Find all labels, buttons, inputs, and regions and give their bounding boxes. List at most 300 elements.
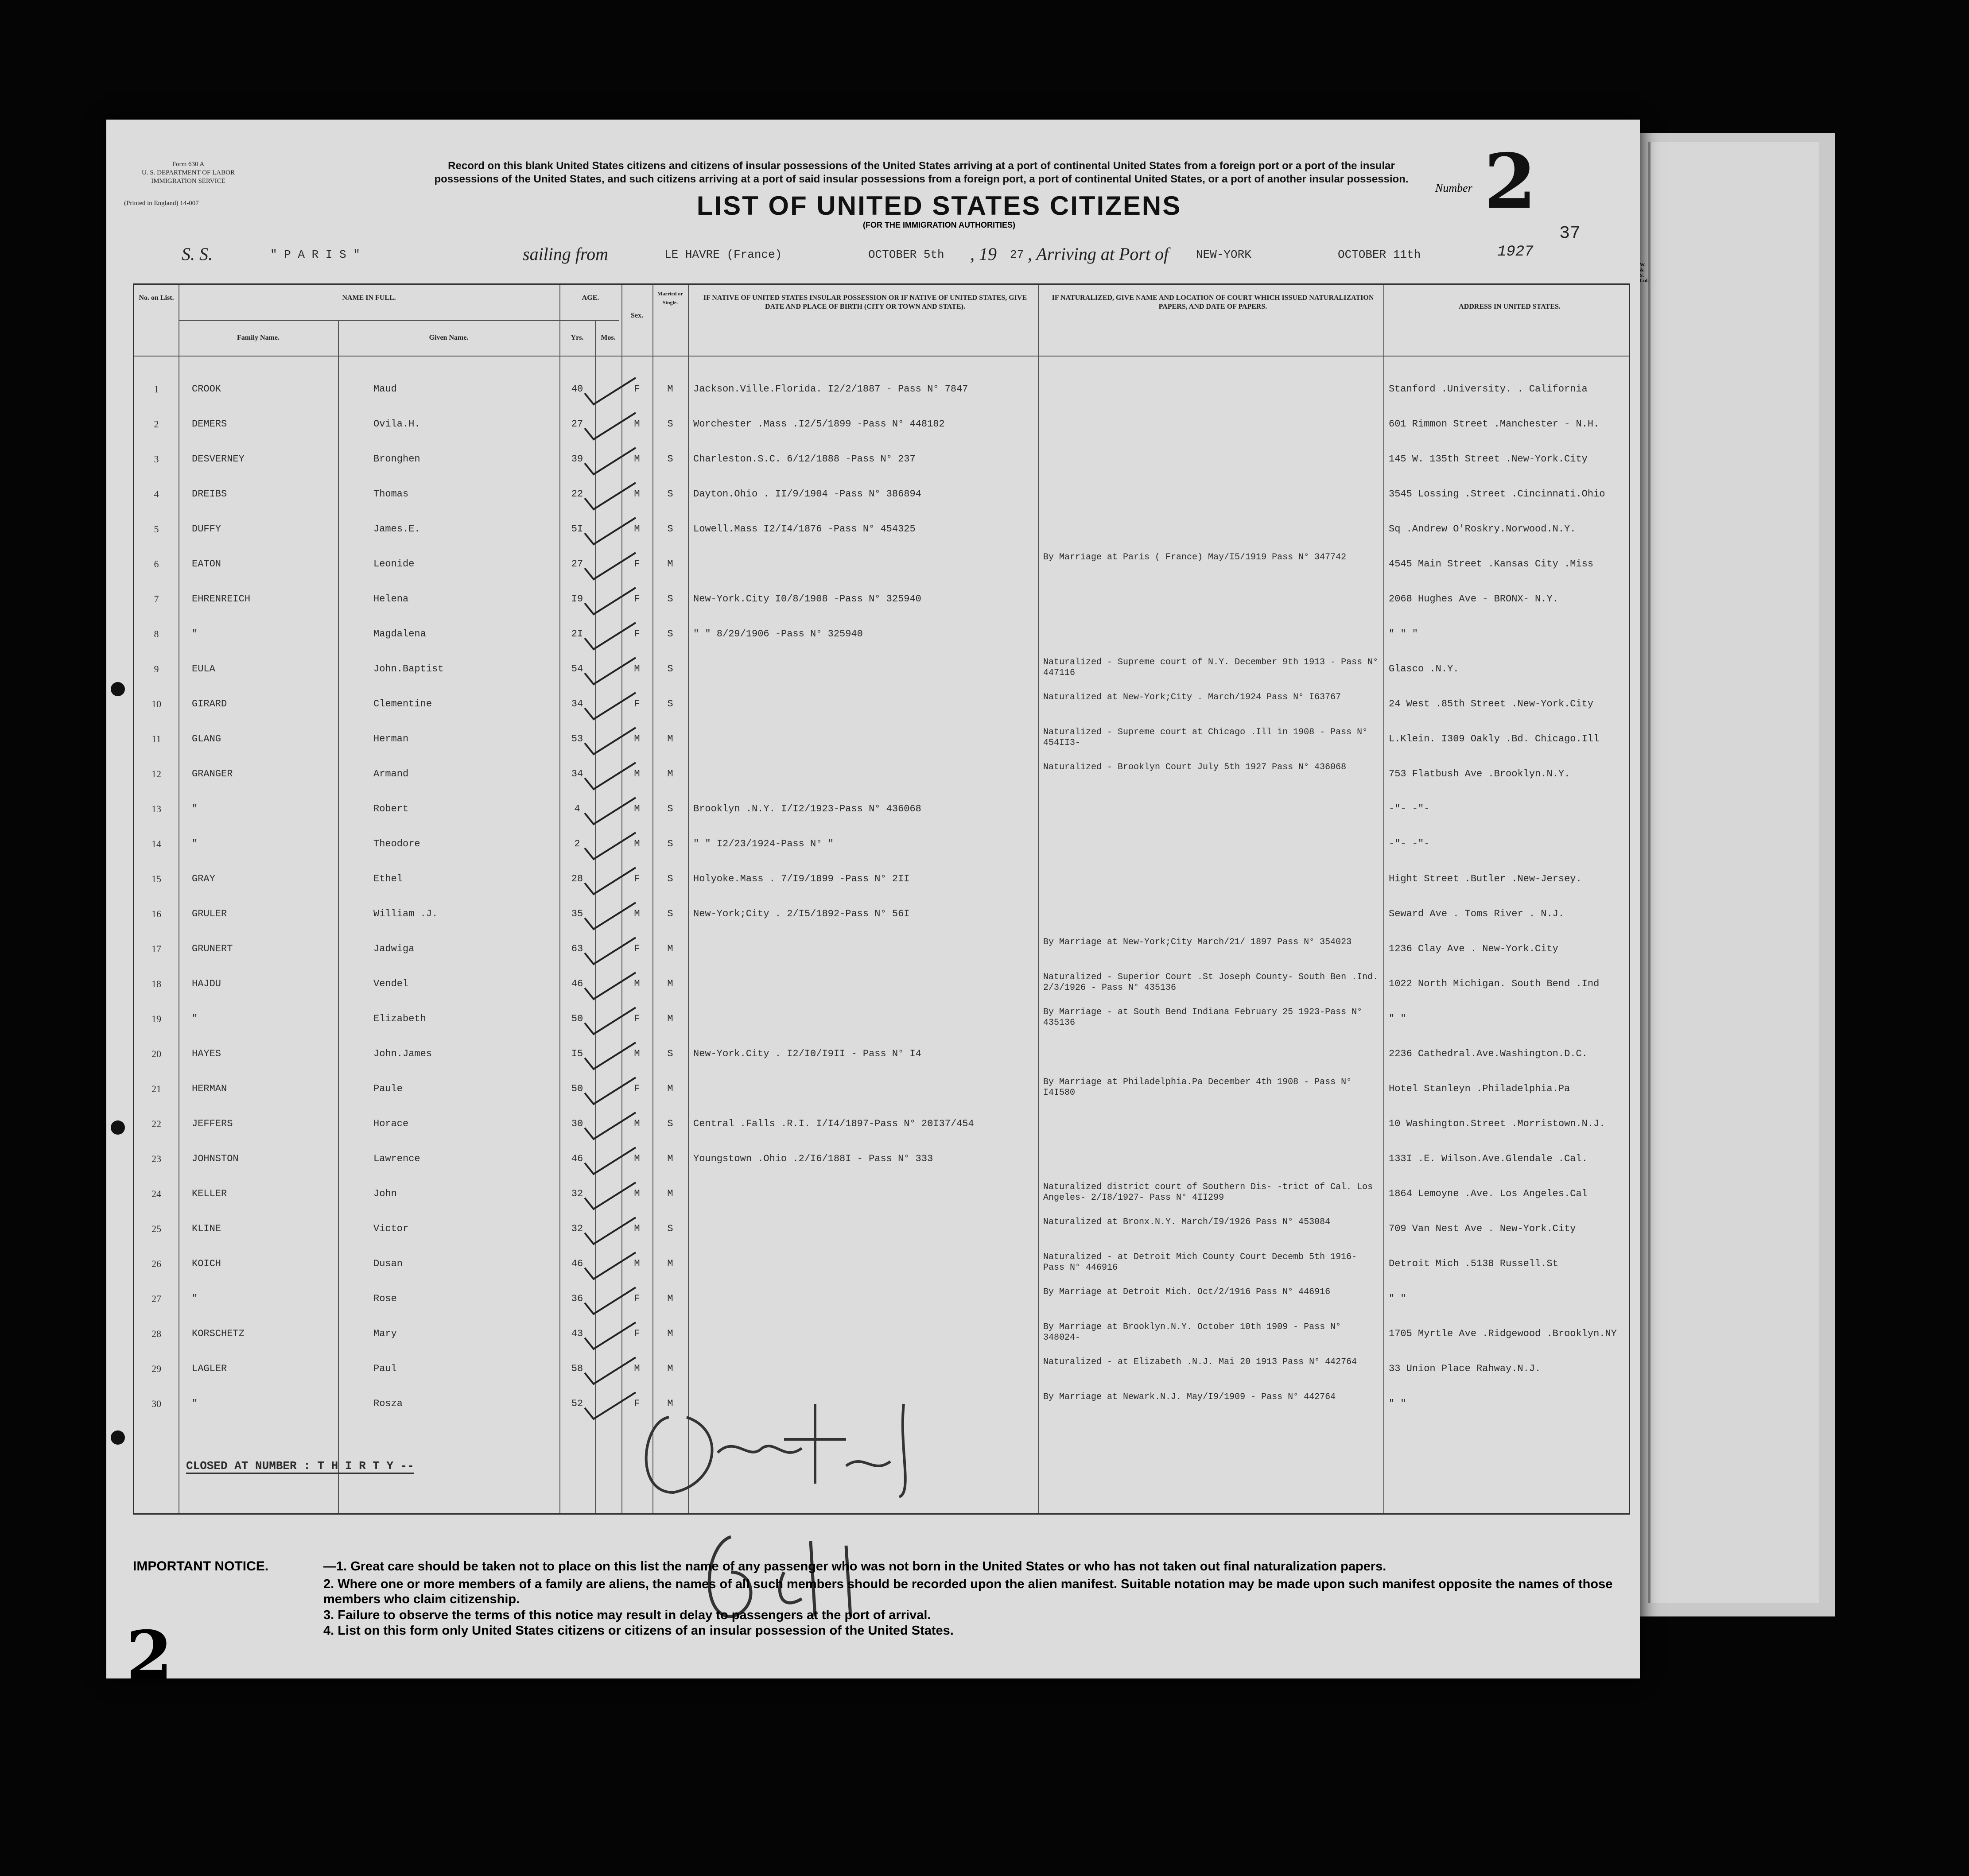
notice-item-4: 4. List on this form only United States citizens or citizens of an insular possession of the United States.: [323, 1624, 954, 1638]
sex: M: [634, 838, 640, 849]
naturalization-info: By Marriage at Paris ( France) May/I5/1919 Pass N° 347742: [1043, 552, 1347, 562]
marital-status: M: [667, 1363, 673, 1374]
check-mark-icon: [583, 970, 640, 1001]
birth-info: Youngstown .Ohio .2/I6/188I - Pass N° 333: [693, 1153, 933, 1164]
sex: M: [634, 768, 640, 779]
family-name: GIRARD: [192, 698, 227, 709]
check-mark-icon: [583, 1040, 640, 1071]
sex: M: [634, 419, 640, 430]
given-name: Herman: [373, 733, 409, 744]
check-mark-icon: [583, 900, 640, 931]
age: 27: [571, 419, 583, 430]
address: 2236 Cathedral.Ave.Washington.D.C.: [1389, 1048, 1588, 1059]
address: Seward Ave . Toms River . N.J.: [1389, 908, 1565, 919]
list-number: 2: [1484, 137, 1537, 226]
address: Hotel Stanleyn .Philadelphia.Pa: [1389, 1083, 1570, 1094]
marital-status: M: [667, 1328, 673, 1339]
address: 10 Washington.Street .Morristown.N.J.: [1389, 1118, 1605, 1129]
row-number: 3: [154, 453, 159, 465]
age: 50: [571, 1013, 583, 1024]
birth-info: Holyoke.Mass . 7/I9/1899 -Pass N° 2II: [693, 873, 910, 884]
col-yrs: Yrs.: [571, 334, 584, 341]
col-name-in-full: NAME IN FULL.: [342, 294, 396, 302]
table-row: [134, 1115, 1631, 1150]
age: 28: [571, 873, 583, 884]
row-number: 9: [154, 663, 159, 674]
sex: F: [634, 593, 640, 605]
naturalization-info: Naturalized - Supreme court of N.Y. December 9th 1913 - Pass N° 447116: [1043, 657, 1379, 678]
naturalization-info: By Marriage - at South Bend Indiana February 25 1923-Pass N° 435136: [1043, 1007, 1363, 1028]
sex: F: [634, 628, 640, 640]
given-name: Theodore: [373, 838, 420, 849]
ss-label: S. S.: [182, 244, 213, 264]
address: 24 West .85th Street .New-York.City: [1389, 698, 1594, 709]
handwritten-number: 37: [1559, 224, 1581, 244]
age: 46: [571, 1153, 583, 1164]
sex: M: [634, 453, 640, 465]
address: " ": [1389, 1398, 1406, 1409]
given-name: Dusan: [373, 1258, 403, 1269]
col-address: ADDRESS IN UNITED STATES.: [1459, 303, 1561, 310]
check-mark-icon: [583, 550, 640, 581]
naturalization-info: By Marriage at New-York;City March/21/ 1897 Pass N° 354023: [1043, 937, 1352, 947]
check-mark-icon: [583, 585, 640, 616]
age: 30: [571, 1118, 583, 1129]
address: 753 Flatbush Ave .Brooklyn.N.Y.: [1389, 768, 1570, 779]
address: " " ": [1389, 628, 1418, 640]
table-row: [134, 590, 1631, 625]
sex: F: [634, 1328, 640, 1339]
col-birth: IF NATIVE OF UNITED STATES INSULAR POSSESSION OR IF NATIVE OF UNITED STATES, GIVE DATE AND PLACE OF BIRTH (CITY OR TOWN AND STATE).: [703, 294, 1027, 310]
row-number: 28: [151, 1328, 161, 1339]
family-name: DEMERS: [192, 419, 227, 430]
row-number: 20: [151, 1048, 161, 1059]
binder-hole: [111, 1120, 125, 1135]
check-mark-icon: [583, 1285, 640, 1316]
marital-status: S: [667, 908, 673, 919]
age: 54: [571, 663, 583, 674]
marital-status: S: [667, 488, 673, 500]
arrival-date: OCTOBER 11th: [1338, 248, 1421, 261]
given-name: Lawrence: [373, 1153, 420, 1164]
birth-info: New-York.City . I2/I0/I9II - Pass N° I4: [693, 1048, 921, 1059]
sex: M: [634, 733, 640, 744]
family-name: GRAY: [192, 873, 215, 884]
age: 34: [571, 698, 583, 709]
bottom-list-number: 2: [126, 1616, 173, 1694]
notice-item-3: 3. Failure to observe the terms of this notice may result in delay to passengers at the port of arrival.: [323, 1608, 931, 1622]
birth-info: New-York;City . 2/I5/1892-Pass N° 56I: [693, 908, 910, 919]
check-mark-icon: [583, 1005, 640, 1036]
family-name: ": [192, 1398, 198, 1409]
naturalization-info: By Marriage at Newark.N.J. May/I9/1909 - Pass N° 442764: [1043, 1392, 1336, 1402]
address: Sq .Andrew O'Roskry.Norwood.N.Y.: [1389, 523, 1576, 535]
family-name: ": [192, 1013, 198, 1024]
marital-status: S: [667, 523, 673, 535]
naturalization-info: By Marriage at Philadelphia.Pa December 4th 1908 - Pass N° I4I580: [1043, 1077, 1352, 1098]
row-number: 2: [154, 419, 159, 430]
family-name: LAGLER: [192, 1363, 227, 1374]
address: Hight Street .Butler .New-Jersey.: [1389, 873, 1582, 884]
family-name: DESVERNEY: [192, 453, 245, 465]
sex: M: [634, 1258, 640, 1269]
col-sex: Sex.: [631, 312, 643, 319]
table-row: [134, 972, 1631, 1010]
check-mark-icon: [583, 690, 640, 721]
age: 63: [571, 943, 583, 954]
age: 39: [571, 453, 583, 465]
sex: M: [634, 803, 640, 814]
age: 35: [571, 908, 583, 919]
passenger-table: [133, 283, 1630, 1515]
check-mark-icon: [583, 935, 640, 966]
sex: F: [634, 1013, 640, 1024]
row-number: 4: [154, 488, 159, 500]
check-mark-icon: [583, 1320, 640, 1351]
row-number: 30: [151, 1398, 161, 1409]
family-name: EULA: [192, 663, 215, 674]
age: 4: [574, 803, 580, 814]
age: 46: [571, 1258, 583, 1269]
naturalization-info: By Marriage at Detroit Mich. Oct/2/1916 Pass N° 446916: [1043, 1287, 1331, 1297]
age: 5I: [571, 523, 583, 535]
table-row: [134, 1252, 1631, 1290]
given-name: Leonide: [373, 558, 415, 570]
row-number: 7: [154, 593, 159, 605]
given-name: Thomas: [373, 488, 409, 500]
age: 32: [571, 1188, 583, 1199]
arrival-year: 1927: [1497, 244, 1534, 260]
naturalization-info: Naturalized - Superior Court .St Joseph County- South Ben .Ind. 2/3/1926 - Pass N° 435136: [1043, 972, 1379, 993]
from-port: LE HAVRE (France): [664, 248, 782, 261]
row-number: 19: [151, 1013, 161, 1024]
family-name: ": [192, 1293, 198, 1304]
check-mark-icon: [583, 1075, 640, 1106]
birth-info: Charleston.S.C. 6/12/1888 -Pass N° 237: [693, 453, 916, 465]
table-row: [134, 520, 1631, 555]
marital-status: M: [667, 1258, 673, 1269]
age: 2: [574, 838, 580, 849]
rule-text: Record on this blank United States citizens and citizens of insular possessions of the United States arriving at a port of continental United States from a foreign port or a port of the insular possessions of the United States, and such citizens arriving at a port of said insular possessions from a foreign port, a port of continental United States, or a port of another insular possession.: [434, 160, 1409, 185]
arriving-label: , Arriving at Port of: [1028, 244, 1169, 264]
table-row: [134, 762, 1631, 800]
table-row: [134, 1150, 1631, 1185]
family-name: EHRENREICH: [192, 593, 251, 605]
address: Glasco .N.Y.: [1389, 663, 1459, 674]
check-mark-icon: [583, 481, 640, 512]
age: I9: [571, 593, 583, 605]
given-name: Helena: [373, 593, 409, 605]
row-number: 16: [151, 908, 161, 919]
check-mark-icon: [583, 1145, 640, 1176]
marital-status: S: [667, 453, 673, 465]
table-row: [134, 485, 1631, 520]
age: 46: [571, 978, 583, 989]
col-family-name: Family Name.: [237, 334, 280, 341]
family-name: KORSCHETZ: [192, 1328, 245, 1339]
check-mark-icon: [583, 620, 640, 651]
row-number: 13: [151, 803, 161, 814]
naturalization-info: Naturalized district court of Southern Dis- -trict of Cal. Los Angeles- 2/I8/1927- Pass N° 4II299: [1043, 1182, 1373, 1203]
sex: M: [634, 908, 640, 919]
age: 27: [571, 558, 583, 570]
family-name: EATON: [192, 558, 221, 570]
family-name: GRUNERT: [192, 943, 233, 954]
family-name: HAYES: [192, 1048, 221, 1059]
given-name: James.E.: [373, 523, 420, 535]
marital-status: M: [667, 1083, 673, 1094]
family-name: GLANG: [192, 733, 221, 744]
col-age: AGE.: [582, 294, 599, 302]
table-row: [134, 870, 1631, 905]
address: " ": [1389, 1013, 1406, 1024]
row-number: 1: [154, 384, 159, 395]
page-subtitle: (FOR THE IMMIGRATION AUTHORITIES): [863, 221, 1015, 229]
given-name: Magdalena: [373, 628, 426, 640]
address: -"- -"-: [1389, 803, 1430, 814]
age: 53: [571, 733, 583, 744]
marital-status: M: [667, 1398, 673, 1409]
family-name: KELLER: [192, 1188, 227, 1199]
given-name: Ovila.H.: [373, 419, 420, 430]
family-name: DUFFY: [192, 523, 221, 535]
row-number: 23: [151, 1153, 161, 1164]
table-row: [134, 727, 1631, 765]
check-mark-icon: [583, 1215, 640, 1246]
birth-info: Brooklyn .N.Y. I/I2/1923-Pass N° 436068: [693, 803, 921, 814]
marital-status: M: [667, 768, 673, 779]
back-page-edge-inner: [1648, 142, 1819, 1603]
family-name: ": [192, 803, 198, 814]
given-name: John: [373, 1188, 397, 1199]
row-number: 18: [151, 978, 161, 989]
address: -"- -"-: [1389, 838, 1430, 849]
table-row: [134, 905, 1631, 940]
form-header: [137, 160, 239, 186]
age: 34: [571, 768, 583, 779]
sex: M: [634, 1153, 640, 1164]
family-name: GRULER: [192, 908, 227, 919]
sex: F: [634, 873, 640, 884]
address: 709 Van Nest Ave . New-York.City: [1389, 1223, 1576, 1234]
sex: M: [634, 1118, 640, 1129]
address: " ": [1389, 1293, 1406, 1304]
marital-status: M: [667, 1188, 673, 1199]
col-married: Married or Single.: [657, 291, 683, 306]
table-row: [134, 835, 1631, 870]
table-row: [134, 415, 1631, 450]
address: 33 Union Place Rahway.N.J.: [1389, 1363, 1541, 1374]
family-name: ": [192, 628, 198, 640]
sex: F: [634, 698, 640, 709]
given-name: Robert: [373, 803, 409, 814]
sex: M: [634, 488, 640, 500]
notice-item-1: —1. Great care should be taken not to place on this list the name of any passenger who was not born in the United States or who has not taken out final naturalization papers.: [323, 1559, 1386, 1574]
table-row: [134, 380, 1631, 415]
address: L.Klein. I309 Oakly .Bd. Chicago.Ill: [1389, 733, 1600, 744]
address: 133I .E. Wilson.Ave.Glendale .Cal.: [1389, 1153, 1588, 1164]
sex: F: [634, 1293, 640, 1304]
check-mark-icon: [583, 1180, 640, 1211]
address: 3545 Lossing .Street .Cincinnati.Ohio: [1389, 488, 1605, 500]
check-mark-icon: [583, 376, 640, 407]
manifest-page: [106, 120, 1649, 1694]
family-name: HAJDU: [192, 978, 221, 989]
given-name: Clementine: [373, 698, 432, 709]
address: 1236 Clay Ave . New-York.City: [1389, 943, 1558, 954]
binder-hole: [111, 1430, 125, 1445]
row-number: 10: [151, 698, 161, 709]
given-name: Vendel: [373, 978, 409, 989]
address: 2068 Hughes Ave - BRONX- N.Y.: [1389, 593, 1558, 605]
sailing-label: sailing from: [523, 244, 608, 264]
address: Stanford .University. . California: [1389, 384, 1588, 395]
given-name: Rosza: [373, 1398, 403, 1409]
sex: M: [634, 1188, 640, 1199]
row-number: 27: [151, 1293, 161, 1304]
table-row: [134, 1077, 1631, 1115]
marital-status: S: [667, 419, 673, 430]
check-mark-icon: [583, 725, 640, 756]
col-naturalized: IF NATURALIZED, GIVE NAME AND LOCATION OF COURT WHICH ISSUED NATURALIZATION PAPERS, AND DATE OF PAPERS.: [1052, 294, 1374, 310]
notice-item-2: 2. Where one or more members of a family are aliens, the names of all such members should be recorded upon the alien manifest. Suitable notation may be made upon such manifest opposite the names of those members who claim citizenship.: [323, 1577, 1613, 1606]
binder-hole: [111, 682, 125, 696]
check-mark-icon: [583, 516, 640, 547]
check-mark-icon: [583, 655, 640, 686]
printer-mark: W. & S. Ltd.: [1640, 262, 1649, 283]
marital-status: S: [667, 698, 673, 709]
given-name: Rose: [373, 1293, 397, 1304]
given-name: John.Baptist: [373, 663, 444, 674]
birth-info: New-York.City I0/8/1908 -Pass N° 325940: [693, 593, 921, 605]
form-number: Form 630 A: [172, 161, 205, 168]
row-number: 26: [151, 1258, 161, 1269]
row-number: 14: [151, 838, 161, 849]
row-number: 11: [151, 733, 161, 744]
row-number: 12: [151, 768, 161, 779]
row-number: 29: [151, 1363, 161, 1374]
closed-at-number: CLOSED AT NUMBER : T H I R T Y --: [186, 1459, 414, 1474]
table-row: [134, 1007, 1631, 1045]
sex: F: [634, 1083, 640, 1094]
age: 50: [571, 1083, 583, 1094]
birth-info: Jackson.Ville.Florida. I2/2/1887 - Pass N° 7847: [693, 384, 968, 395]
marital-status: M: [667, 978, 673, 989]
row-number: 17: [151, 943, 161, 954]
table-row: [134, 1217, 1631, 1255]
table-row: [134, 937, 1631, 975]
table-row: [134, 1287, 1631, 1325]
check-mark-icon: [583, 830, 640, 861]
given-name: Maud: [373, 384, 397, 395]
birth-info: Lowell.Mass I2/I4/1876 -Pass N° 454325: [693, 523, 916, 535]
family-name: JOHNSTON: [192, 1153, 239, 1164]
age: 52: [571, 1398, 583, 1409]
given-name: Elizabeth: [373, 1013, 426, 1024]
printed-note: (Printed in England) 14-007: [124, 200, 199, 207]
table-row: [134, 692, 1631, 730]
birth-info: " " 8/29/1906 -Pass N° 325940: [693, 628, 863, 640]
naturalization-info: Naturalized - Brooklyn Court July 5th 1927 Pass N° 436068: [1043, 762, 1347, 772]
marital-status: M: [667, 1153, 673, 1164]
given-name: Bronghen: [373, 453, 420, 465]
sex: F: [634, 943, 640, 954]
birth-info: Worchester .Mass .I2/5/1899 -Pass N° 448182: [693, 419, 945, 430]
row-number: 15: [151, 873, 161, 884]
check-mark-icon: [583, 795, 640, 826]
table-row: [134, 625, 1631, 660]
marital-status: M: [667, 1013, 673, 1024]
sex: F: [634, 558, 640, 570]
given-name: William .J.: [373, 908, 438, 919]
arrival-port: NEW-YORK: [1196, 248, 1251, 261]
check-mark-icon: [583, 865, 640, 896]
family-name: KOICH: [192, 1258, 221, 1269]
family-name: GRANGER: [192, 768, 233, 779]
naturalization-info: Naturalized at New-York;City . March/1924 Pass N° I63767: [1043, 692, 1341, 702]
address: 1705 Myrtle Ave .Ridgewood .Brooklyn.NY: [1389, 1328, 1617, 1339]
family-name: KLINE: [192, 1223, 221, 1234]
sex: M: [634, 1363, 640, 1374]
family-name: ": [192, 838, 198, 849]
given-name: Horace: [373, 1118, 409, 1129]
given-name: Victor: [373, 1223, 409, 1234]
family-name: DREIBS: [192, 488, 227, 500]
age: 43: [571, 1328, 583, 1339]
family-name: HERMAN: [192, 1083, 227, 1094]
departure-date: OCTOBER 5th: [868, 248, 944, 261]
check-mark-icon: [583, 760, 640, 791]
marital-status: M: [667, 733, 673, 744]
family-name: CROOK: [192, 384, 221, 395]
address: Detroit Mich .5138 Russell.St: [1389, 1258, 1558, 1269]
age: 58: [571, 1363, 583, 1374]
table-row: [134, 450, 1631, 485]
age: 2I: [571, 628, 583, 640]
row-number: 21: [151, 1083, 161, 1094]
row-number: 22: [151, 1118, 161, 1129]
marital-status: S: [667, 663, 673, 674]
sex: F: [634, 1398, 640, 1409]
check-mark-icon: [583, 411, 640, 442]
marital-status: S: [667, 1118, 673, 1129]
table-row: [134, 800, 1631, 835]
given-name: Paule: [373, 1083, 403, 1094]
marital-status: S: [667, 1048, 673, 1059]
table-row: [134, 657, 1631, 695]
table-row: [134, 1182, 1631, 1220]
table-row: [134, 1045, 1631, 1080]
family-name: JEFFERS: [192, 1118, 233, 1129]
col-no: No. on List.: [139, 294, 174, 302]
check-mark-icon: [583, 446, 640, 477]
age: 32: [571, 1223, 583, 1234]
page-title: LIST OF UNITED STATES CITIZENS: [696, 191, 1182, 221]
department: U. S. DEPARTMENT OF LABOR: [142, 169, 235, 176]
marital-status: S: [667, 628, 673, 640]
naturalization-info: Naturalized - Supreme court at Chicago .Ill in 1908 - Pass N° 454II3-: [1043, 727, 1368, 748]
naturalization-info: By Marriage at Brooklyn.N.Y. October 10th 1909 - Pass N° 348024-: [1043, 1322, 1341, 1343]
sex: F: [634, 384, 640, 395]
year-suffix: 27: [1010, 248, 1024, 261]
sex: M: [634, 1048, 640, 1059]
sex: M: [634, 663, 640, 674]
sex: M: [634, 1223, 640, 1234]
check-mark-icon: [583, 1110, 640, 1141]
naturalization-info: Naturalized at Bronx.N.Y. March/I9/1926 Pass N° 453084: [1043, 1217, 1331, 1227]
check-mark-icon: [583, 1250, 640, 1281]
row-number: 24: [151, 1188, 161, 1199]
